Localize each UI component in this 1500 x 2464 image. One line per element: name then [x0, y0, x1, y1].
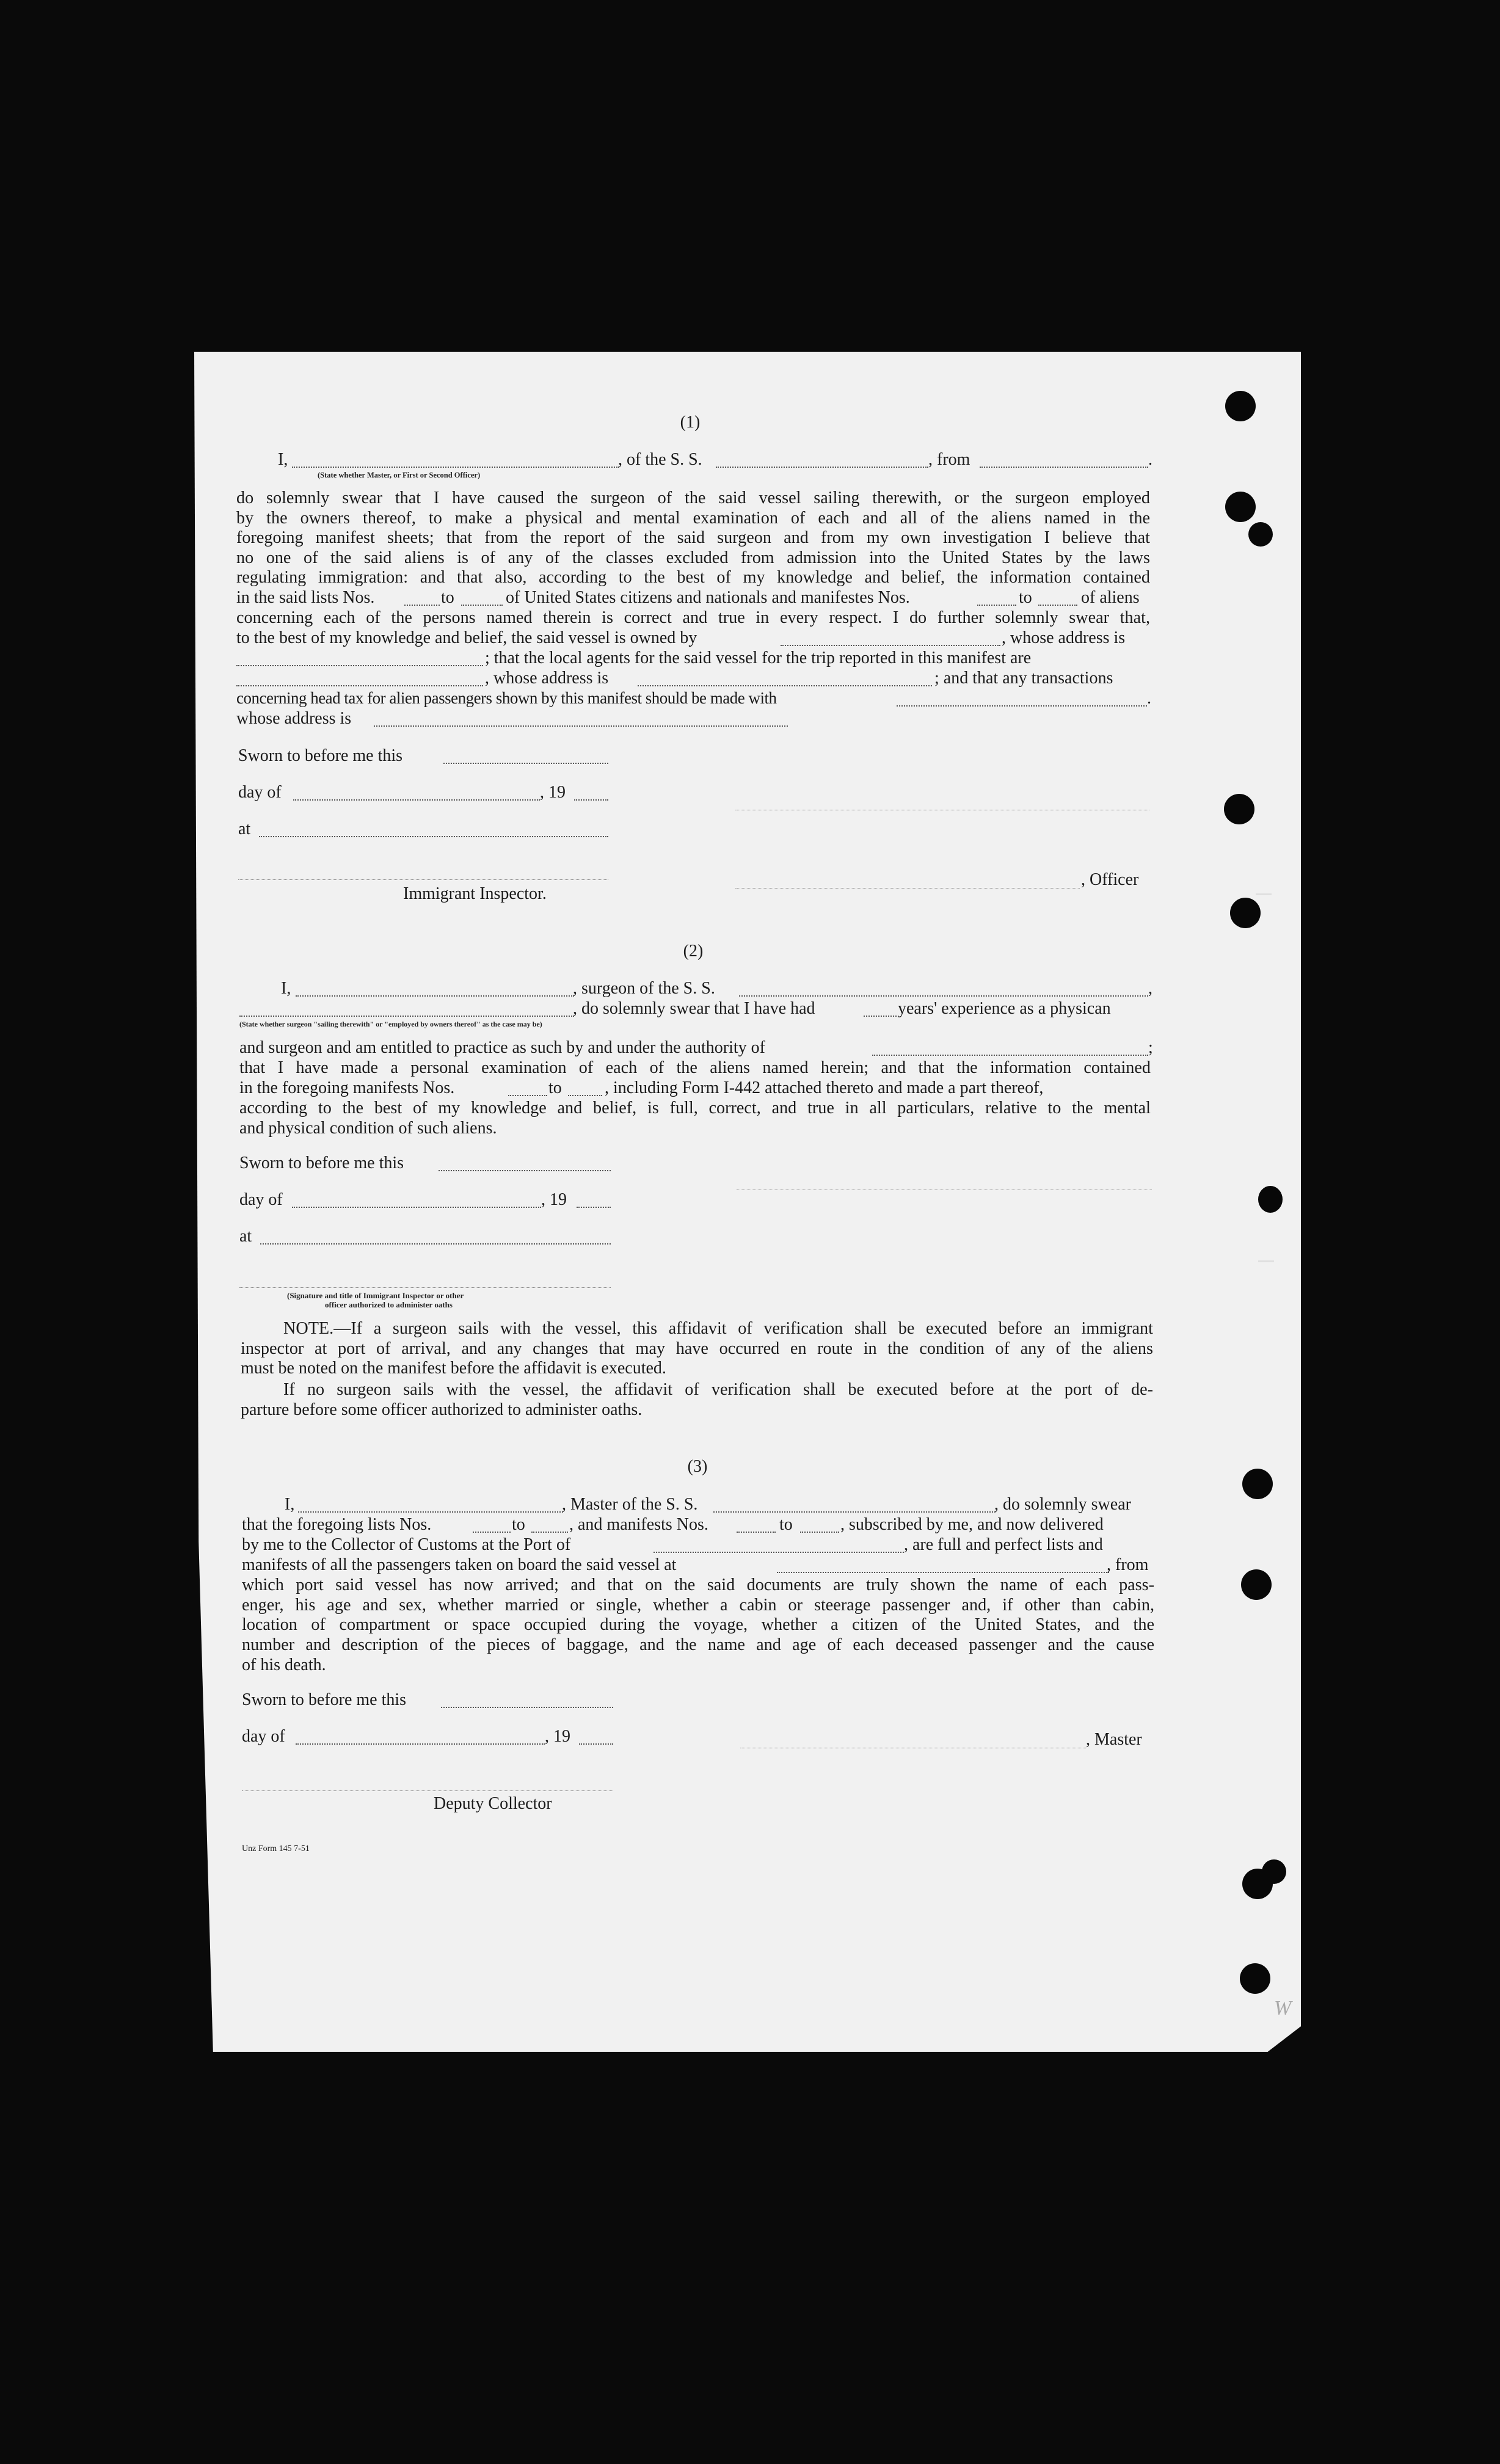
- s1-l11: concerning head tax for alien passengers shown by this manifest should be made with: [236, 689, 777, 707]
- s3-i: I,: [285, 1495, 295, 1514]
- s1-manifests-from-line: [977, 605, 1016, 606]
- s1-l12: whose address is: [236, 709, 352, 728]
- s2-comma: ,: [1148, 979, 1152, 998]
- s1-line-4: no one of the said aliens is of any of the classes excluded from admission into the United States by the laws: [236, 548, 1150, 567]
- s1-of-ss: , of the S. S.: [618, 450, 702, 469]
- punch-hole-8: [1241, 1569, 1272, 1600]
- s2-l3a: in the foregoing manifests Nos.: [239, 1078, 455, 1097]
- s2-line-4: [239, 1099, 1151, 1119]
- s1-line-1: do solemnly swear that I have caused the surgeon of the said vessel sailing therewith, or the surgeon employed: [236, 489, 1150, 507]
- s3-port-line: [654, 1552, 904, 1553]
- s3-l1b: to: [512, 1515, 525, 1534]
- s3-l3a: manifests of all the passengers taken on board the said vessel at: [242, 1555, 677, 1574]
- s1-head-tax-line: [897, 705, 1147, 707]
- s1-l6a: in the said lists Nos.: [236, 588, 375, 607]
- punch-hole-3: [1248, 522, 1273, 547]
- s1-agents-line: [236, 685, 483, 686]
- s2-day-of: day of: [239, 1190, 283, 1209]
- s2-note-1-line-2: inspector at port of arrival, and any changes that may have occurred en route in the condition of any of the aliens: [241, 1339, 1153, 1358]
- s2-authority-line: [872, 1055, 1148, 1056]
- edge-tick-1: [1256, 893, 1272, 895]
- s1-l8b: , whose address is: [1002, 628, 1126, 647]
- punch-hole-4: [1224, 794, 1254, 824]
- s2-sig-note-1: (Signature and title of Immigrant Inspector or other: [287, 1291, 464, 1300]
- s1-state-note: (State whether Master, or First or Second Officer): [318, 471, 481, 479]
- s2-line-2-text: that I have made a personal examination of each of the aliens named herein; and that the information contained: [239, 1058, 1151, 1077]
- section-3-number: (3): [687, 1457, 708, 1476]
- s3-line-4: number and description of the pieces of baggage, and the name and age of each deceased passenger and the cause: [242, 1635, 1154, 1654]
- s1-owner-line: [781, 645, 1000, 646]
- s2-capacity-line: [239, 1016, 574, 1017]
- s3-sworn-line: [441, 1707, 613, 1708]
- s2-l1: and surgeon and am entitled to practice as such by and under the authority of: [239, 1038, 765, 1057]
- s3-deputy-signature-line: [242, 1790, 613, 1791]
- section-1-number: (1): [680, 413, 701, 432]
- s3-l2a: by me to the Collector of Customs at the Port of: [242, 1535, 571, 1554]
- s2-note-2: [283, 1380, 1153, 1400]
- s3-l1c: , and manifests Nos.: [569, 1515, 708, 1534]
- s3-lists-to-line: [531, 1532, 568, 1533]
- s3-lists-from-line: [473, 1532, 511, 1533]
- s1-line-7-text: concerning each of the persons named therein is correct and true in every respect. I do further solemnly swear that,: [236, 608, 1150, 627]
- s1-i: I,: [278, 450, 288, 469]
- s3-day-line: [296, 1743, 545, 1745]
- s1-officer: , Officer: [1081, 870, 1139, 889]
- s1-nineteen: , 19: [540, 783, 566, 802]
- s2-years-line: [864, 1016, 897, 1017]
- s2-day-line: [292, 1207, 541, 1208]
- s2-nineteen: , 19: [541, 1190, 567, 1209]
- s3-year-line: [579, 1743, 613, 1745]
- edge-tick-2: [1258, 1260, 1274, 1262]
- s2-inspector-signature-line: [239, 1287, 611, 1288]
- punch-hole-11: [1240, 1963, 1270, 1994]
- s2-surgeon-of: , surgeon of the S. S.: [573, 979, 715, 998]
- s2-manifests-to-line: [568, 1095, 602, 1096]
- s1-vessel-line: [716, 467, 928, 468]
- s2-at: at: [239, 1227, 252, 1246]
- s2-i: I,: [281, 979, 291, 998]
- s1-l6b: to: [441, 588, 454, 607]
- punch-hole-7: [1242, 1469, 1273, 1499]
- s2-at-line: [260, 1243, 611, 1245]
- s2-years: years' experience as a physican: [898, 999, 1111, 1018]
- s1-officer-signature-line: [735, 888, 1080, 889]
- s3-day-of: day of: [242, 1727, 285, 1746]
- form-identifier: Unz Form 145 7-51: [242, 1844, 310, 1853]
- s2-year-line: [577, 1207, 611, 1208]
- s1-day-line: [293, 799, 540, 801]
- s1-line-2: by the owners thereof, to make a physical and mental examination of each and all of the aliens named in the: [236, 508, 1150, 528]
- s2-note-1-last: must be noted on the manifest before the affidavit is executed.: [241, 1359, 666, 1378]
- s3-line-1: which port said vessel has now arrived; and that on the said documents are truly shown the name of each pass-: [242, 1575, 1154, 1594]
- s2-line-2: [239, 1058, 1151, 1078]
- s1-l6d: to: [1019, 588, 1032, 607]
- s2-l3c: , including Form I-442 attached thereto and made a part thereof,: [605, 1078, 1044, 1097]
- s1-day-of: day of: [238, 783, 282, 802]
- s3-manifests-to-line: [800, 1532, 839, 1533]
- s1-l6c: of United States citizens and nationals and manifestes Nos.: [506, 588, 910, 607]
- s2-l3b: to: [548, 1078, 562, 1097]
- s3-line-3: location of compartment or space occupied during the voyage, whether a citizen of the United States, and the: [242, 1615, 1154, 1635]
- s3-l1d: to: [779, 1515, 793, 1534]
- s2-state-note: (State whether surgeon "sailing therewith" or "employed by owners thereof" as the case may be): [239, 1020, 542, 1028]
- s3-boarded-at-line: [777, 1572, 1109, 1573]
- s2-note-2-text: If no surgeon sails with the vessel, the affidavit of verification shall be executed before at the port of de-: [283, 1380, 1153, 1399]
- s3-last: of his death.: [242, 1655, 326, 1674]
- punch-hole-6: [1258, 1186, 1283, 1213]
- s2-note-1: [241, 1319, 1153, 1359]
- s2-manifests-from-line: [508, 1095, 547, 1096]
- s1-paragraph: [236, 489, 1150, 588]
- s1-head-tax-address-line: [374, 725, 788, 727]
- s1-sworn: Sworn to before me this: [238, 746, 403, 765]
- s1-line-5: regulating immigration: and that also, according to the best of my knowledge and belief, the information contained: [236, 568, 1150, 587]
- s2-line-4-text: according to the best of my knowledge and belief, is full, correct, and true in all particulars, relative to the mental: [239, 1099, 1151, 1118]
- s1-inspector: Immigrant Inspector.: [403, 884, 547, 903]
- s3-master-of: , Master of the S. S.: [562, 1495, 698, 1514]
- s1-l6e: of aliens: [1081, 588, 1140, 607]
- s1-sworn-line: [443, 763, 608, 764]
- s2-note-1-line-1: NOTE.—If a surgeon sails with the vessel, this affidavit of verification shall be executed before an immigrant: [283, 1319, 1153, 1338]
- s3-line-2: enger, his age and sex, whether married or single, whether a cabin or steerage passenger and, if other than cabin,: [242, 1595, 1154, 1615]
- s3-sworn: Sworn to before me this: [242, 1690, 407, 1709]
- punch-hole-2: [1225, 492, 1256, 522]
- s1-from-line: [980, 467, 1148, 468]
- s1-officer-name-line: [292, 467, 619, 468]
- s1-manifests-to-line: [1038, 605, 1077, 606]
- s3-l1e: , subscribed by me, and now delivered: [840, 1515, 1104, 1534]
- s3-paragraph: [242, 1575, 1154, 1655]
- s3-master: , Master: [1086, 1730, 1142, 1749]
- s3-l2b: , are full and perfect lists and: [904, 1535, 1103, 1554]
- s2-sworn-line: [439, 1170, 611, 1171]
- s3-deputy: Deputy Collector: [434, 1794, 552, 1813]
- s1-l9: ; that the local agents for the said vessel for the trip reported in this manifest are: [485, 649, 1032, 667]
- s3-do-swear: , do solemnly swear: [994, 1495, 1131, 1514]
- punch-hole-1: [1225, 391, 1256, 421]
- s1-l10b: ; and that any transactions: [934, 669, 1113, 688]
- s1-at: at: [238, 820, 251, 838]
- s1-inspector-signature-line: [238, 879, 608, 880]
- s2-sig-note-2: officer authorized to administer oaths: [325, 1300, 453, 1309]
- s1-period: .: [1148, 450, 1152, 469]
- s1-at-line: [259, 836, 608, 837]
- punch-hole-10: [1262, 1859, 1286, 1884]
- s3-nineteen: , 19: [545, 1727, 570, 1746]
- s1-owner-address-line: [236, 665, 483, 666]
- s3-l3b: , from: [1107, 1555, 1149, 1574]
- s1-l10a: , whose address is: [485, 669, 609, 688]
- s3-master-name-line: [298, 1511, 563, 1513]
- s1-year-line: [574, 799, 608, 801]
- s2-l1-end: ;: [1148, 1038, 1153, 1057]
- s1-agents-address-line: [638, 685, 932, 686]
- margin-mark: W: [1274, 1997, 1292, 2019]
- s2-surgeon-name-line: [296, 995, 574, 997]
- s2-sworn: Sworn to before me this: [239, 1154, 404, 1172]
- s1-lists-from-line: [404, 605, 440, 606]
- s3-manifests-from-line: [737, 1532, 776, 1533]
- s1-from: , from: [928, 450, 970, 469]
- s2-l5: and physical condition of such aliens.: [239, 1119, 497, 1138]
- section-2-number: (2): [683, 942, 704, 961]
- s1-l8a: to the best of my knowledge and belief, the said vessel is owned by: [236, 628, 697, 647]
- s3-l1a: that the foregoing lists Nos.: [242, 1515, 432, 1534]
- s2-note-2-last: parture before some officer authorized to administer oaths.: [241, 1400, 643, 1419]
- s1-line-7: [236, 608, 1150, 628]
- s3-vessel-line: [713, 1511, 996, 1513]
- punch-hole-5: [1230, 898, 1261, 928]
- s1-lists-to-line: [461, 605, 503, 606]
- s1-l11-end: .: [1147, 689, 1151, 708]
- s2-do-swear: , do solemnly swear that I have had: [573, 999, 815, 1018]
- s1-line-3: foregoing manifest sheets; that from the report of the said surgeon and from my own investigation I believe that: [236, 528, 1150, 548]
- s2-vessel-line: [739, 995, 1148, 997]
